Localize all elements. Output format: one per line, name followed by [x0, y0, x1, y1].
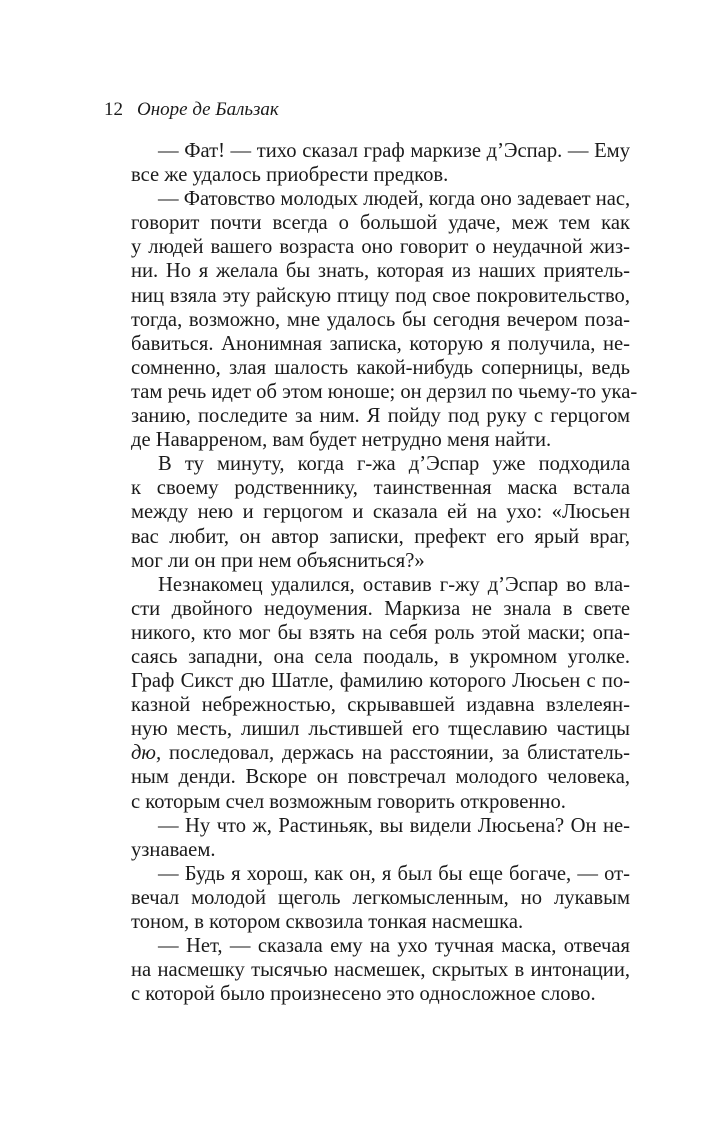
paragraph-7 [104, 934, 630, 1006]
text-line: бавиться. Анонимная записка, которую я получила, не- [131, 332, 630, 355]
text-line: — Ну что ж, Растиньяк, вы видели Люсьена? Он не- [158, 814, 630, 837]
text-line: вас любит, он автор записки, префект его ярый враг, [131, 525, 630, 548]
text-line: казной небрежностью, скрывавшей издавна взлелеян- [131, 694, 630, 717]
text-line: Незнакомец удалился, оставив г-жу д’Эспар во вла- [158, 573, 630, 596]
text-line: сомненно, злая шалость какой-нибудь соперницы, ведь [131, 356, 630, 379]
text-line: ным денди. Вскоре он повстречал молодого человека, [131, 766, 630, 789]
running-head [104, 98, 630, 122]
paragraph-6 [104, 862, 630, 934]
text-line: узнаваем. [131, 838, 216, 861]
text-line: на насмешку тысячью насмешек, скрытых в интонации, [131, 959, 630, 982]
text-line: сти двойного недоумения. Маркиза не знала в свете [131, 597, 630, 620]
paragraph-4 [104, 573, 630, 814]
text-line: к своему родственнику, таинственная маска встала [131, 477, 630, 500]
text-line: у людей вашего возраста оно говорит о неудачной жиз- [131, 236, 630, 259]
paragraph-5 [104, 814, 630, 862]
text-line: все же удалось приобрести предков. [131, 164, 449, 187]
text-line: ни. Но я желала бы знать, которая из наших приятель- [131, 260, 630, 283]
text-line: с которым счел возможным говорить откровенно. [131, 790, 566, 813]
text-line: мог ли он при нем объясниться?» [131, 549, 425, 572]
text-line: вечал молодой щеголь легкомысленным, но лукавым [131, 886, 630, 909]
text-line: между нею и герцогом и сказала ей на ухо: «Люсьен [131, 501, 630, 524]
text-line: — Нет, — сказала ему на ухо тучная маска, отвечая [158, 935, 630, 958]
text-line: Граф Сикст дю Шатле, фамилию которого Люсьен с по- [131, 670, 630, 693]
text-line: саясь западни, она села поодаль, в укромном уголке. [131, 645, 630, 668]
body-text [104, 139, 638, 1006]
running-head-author: Оноре де Бальзак [137, 99, 279, 120]
page-number: 12 [104, 99, 123, 120]
text-line: занию, последите за ним. Я пойду под руку с герцогом [131, 405, 630, 428]
paragraph-2 [104, 187, 638, 452]
text-line-with-italic: дю, последовал, держась на расстоянии, за блистатель- [131, 742, 630, 765]
text-line: там речь идет об этом юноше; он дерзил по чьему-то ука- [131, 380, 638, 403]
text-line: де Наварреном, вам будет нетрудно меня найти. [131, 429, 552, 452]
text-line: В ту минуту, когда г-жа д’Эспар уже подходила [158, 453, 630, 476]
text-line: ную месть, лишил льстившей его тщеславию частицы [131, 718, 630, 741]
text-line: тоном, в котором сквозила тонкая насмешка. [131, 911, 524, 933]
text-line: тогда, возможно, мне удалось бы сегодня вечером поза- [131, 308, 630, 331]
text-line: — Фатовство молодых людей, когда оно задевает нас, [158, 188, 631, 211]
text-line: говорит почти всегда о большой удаче, меж тем как [131, 212, 630, 235]
text-line: — Фат! — тихо сказал граф маркизе д’Эспар. — Ему [158, 140, 630, 162]
text-line: с которой было произнесено это односложное слово. [131, 983, 596, 1006]
paragraph-1 [104, 139, 630, 187]
paragraph-3 [104, 452, 630, 572]
text-line: ниц взяла эту райскую птицу под свое покровительство, [131, 284, 630, 307]
text-line: — Будь я хорош, как он, я был бы еще богаче, — от- [158, 862, 630, 885]
text-line: никого, кто мог бы взять на себя роль этой маски; опа- [131, 621, 630, 644]
italic-word: дю, [131, 742, 162, 765]
book-page [104, 98, 638, 1006]
